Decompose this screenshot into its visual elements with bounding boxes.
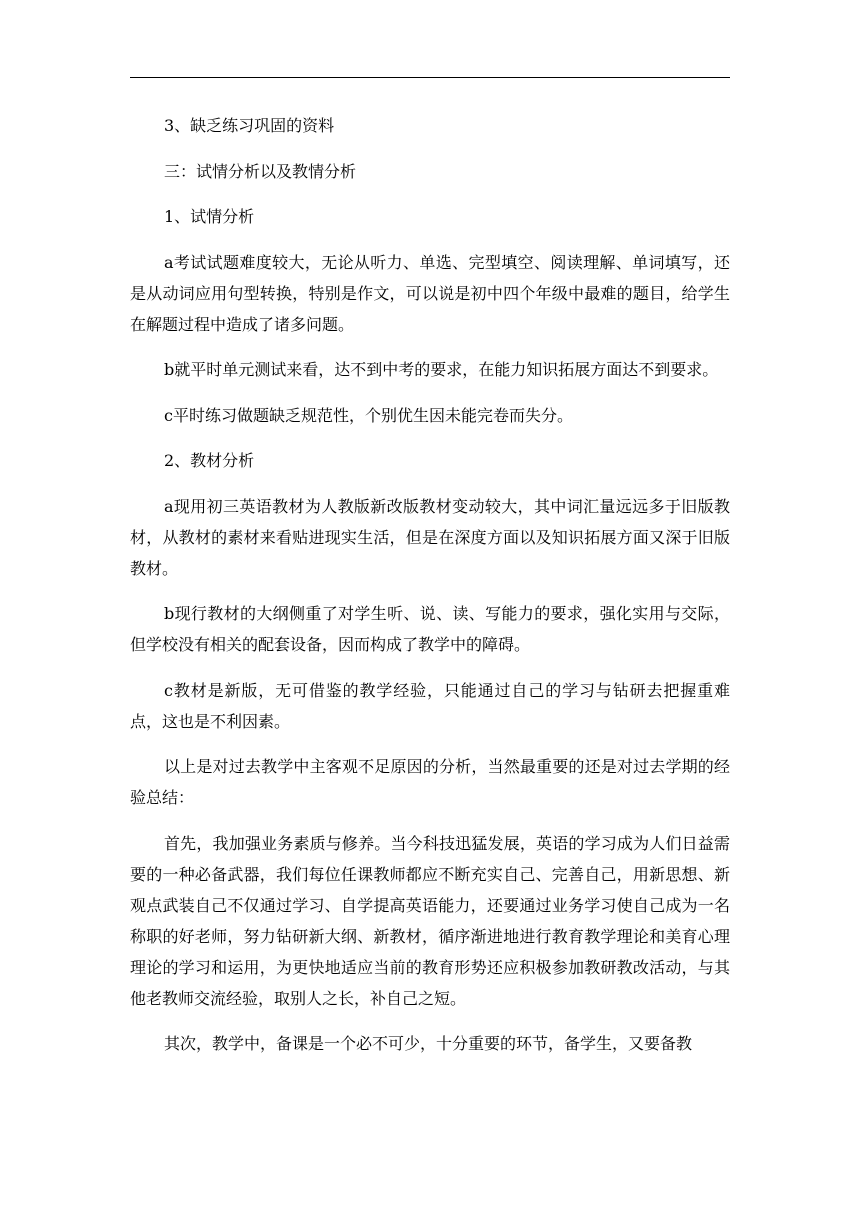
paragraph: 3、缺乏练习巩固的资料 — [164, 116, 335, 135]
paragraph: 其次，教学中，备课是一个必不可少，十分重要的环节，备学生，又要备教 — [164, 1034, 693, 1053]
document-body — [130, 110, 730, 1074]
paragraph: a现用初三英语教材为人教版新改版教材变动较大，其中词汇量远远多于旧版教材，从教材的素材来看贴进现实生活，但是在深度方面以及知识拓展方面又深于旧版教材。 — [130, 496, 730, 578]
subsection-heading: 2、教材分析 — [164, 451, 255, 470]
paragraph: 以上是对过去教学中主客观不足原因的分析，当然最重要的还是对过去学期的经验总结： — [130, 757, 730, 807]
paragraph: b现行教材的大纲侧重了对学生听、说、读、写能力的要求，强化实用与交际，但学校没有相关的配套设备，因而构成了教学中的障碍。 — [130, 604, 730, 654]
subsection-heading: 1、试情分析 — [164, 207, 255, 226]
header-rule — [130, 77, 730, 78]
paragraph: b就平时单元测试来看，达不到中考的要求，在能力知识拓展方面达不到要求。 — [164, 360, 719, 379]
section-heading: 三：试情分析以及教情分析 — [164, 161, 357, 181]
paragraph: a考试试题难度较大，无论从听力、单选、完型填空、阅读理解、单词填写，还是从动词应用句型转换，特别是作文，可以说是初中四个年级中最难的题目，给学生在解题过程中造成了诸多问题。 — [130, 252, 730, 334]
paragraph: 首先，我加强业务素质与修养。当今科技迅猛发展，英语的学习成为人们日益需要的一种必备武器，我们每位任课教师都应不断充实自己、完善自己，用新思想、新观点武装自己不仅通过学习、自学提高英语能力，还要通过业务学习使自己成为一名称职的好老师，努力钻研新大纲、新教材，循序渐进地进行教育教学理论和美育心理理论的学习和运用，为更快地适应当前的教育形势还应积极参加教研教改活动，与其他老教师交流经验，取别人之长，补自己之短。 — [130, 833, 730, 1008]
paragraph: c教材是新版，无可借鉴的教学经验，只能通过自己的学习与钻研去把握重难点，这也是不利因素。 — [130, 680, 730, 731]
paragraph: c平时练习做题缺乏规范性，个别优生因未能完卷而失分。 — [164, 405, 573, 425]
